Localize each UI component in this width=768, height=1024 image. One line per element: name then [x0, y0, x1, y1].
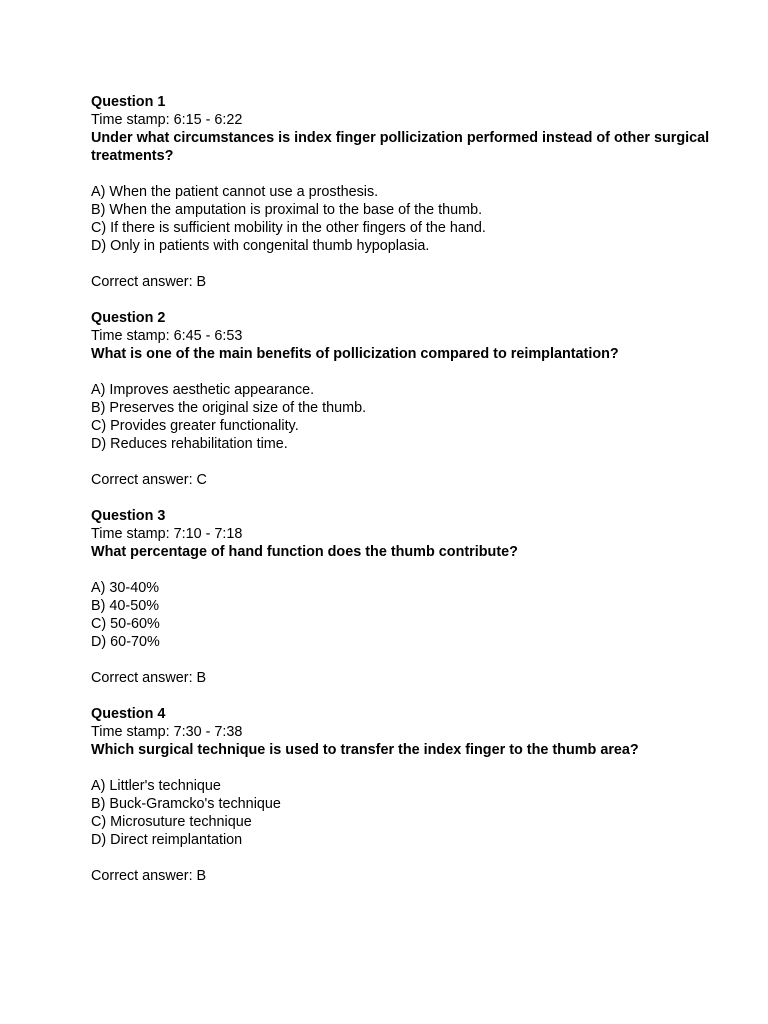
answer-option-b: B) Buck-Gramcko's technique	[91, 796, 281, 812]
answer-option-d: D) Direct reimplantation	[91, 832, 243, 848]
answer-options	[91, 183, 721, 255]
answer-option-a: A) Improves aesthetic appearance.	[91, 382, 315, 398]
correct-answer: Correct answer: C	[91, 472, 207, 488]
answer-options	[91, 579, 721, 651]
answer-option-d: D) 60-70%	[91, 634, 160, 650]
question-text: Under what circumstances is index finger pollicization performed instead of other surgical treatments?	[91, 130, 710, 164]
answer-option-c: C) If there is sufficient mobility in the other fingers of the hand.	[91, 220, 486, 236]
document-page	[91, 93, 721, 903]
question-timestamp: Time stamp: 6:45 - 6:53	[91, 328, 243, 344]
question-text: What percentage of hand function does the thumb contribute?	[91, 544, 518, 560]
question-block-2	[91, 309, 721, 489]
answer-options	[91, 777, 721, 849]
question-block-1	[91, 93, 721, 291]
answer-option-c: C) Microsuture technique	[91, 814, 252, 830]
answer-option-c: C) 50-60%	[91, 616, 160, 632]
correct-answer: Correct answer: B	[91, 868, 207, 884]
question-timestamp: Time stamp: 7:30 - 7:38	[91, 724, 243, 740]
question-text: What is one of the main benefits of pollicization compared to reimplantation?	[91, 346, 619, 362]
question-block-4	[91, 705, 721, 885]
answer-option-b: B) When the amputation is proximal to the base of the thumb.	[91, 202, 483, 218]
question-block-3	[91, 507, 721, 687]
answer-option-b: B) Preserves the original size of the thumb.	[91, 400, 367, 416]
question-heading: Question 2	[91, 310, 166, 326]
question-heading: Question 4	[91, 706, 166, 722]
answer-option-c: C) Provides greater functionality.	[91, 418, 299, 434]
correct-answer: Correct answer: B	[91, 670, 207, 686]
question-text: Which surgical technique is used to transfer the index finger to the thumb area?	[91, 742, 639, 758]
question-heading: Question 1	[91, 94, 166, 110]
correct-answer: Correct answer: B	[91, 274, 207, 290]
answer-options	[91, 381, 721, 453]
question-heading: Question 3	[91, 508, 166, 524]
answer-option-a: A) 30-40%	[91, 580, 159, 596]
answer-option-d: D) Only in patients with congenital thumb hypoplasia.	[91, 238, 430, 254]
question-timestamp: Time stamp: 7:10 - 7:18	[91, 526, 243, 542]
answer-option-a: A) Littler's technique	[91, 778, 221, 794]
answer-option-a: A) When the patient cannot use a prosthesis.	[91, 184, 379, 200]
question-timestamp: Time stamp: 6:15 - 6:22	[91, 112, 243, 128]
answer-option-b: B) 40-50%	[91, 598, 159, 614]
answer-option-d: D) Reduces rehabilitation time.	[91, 436, 288, 452]
